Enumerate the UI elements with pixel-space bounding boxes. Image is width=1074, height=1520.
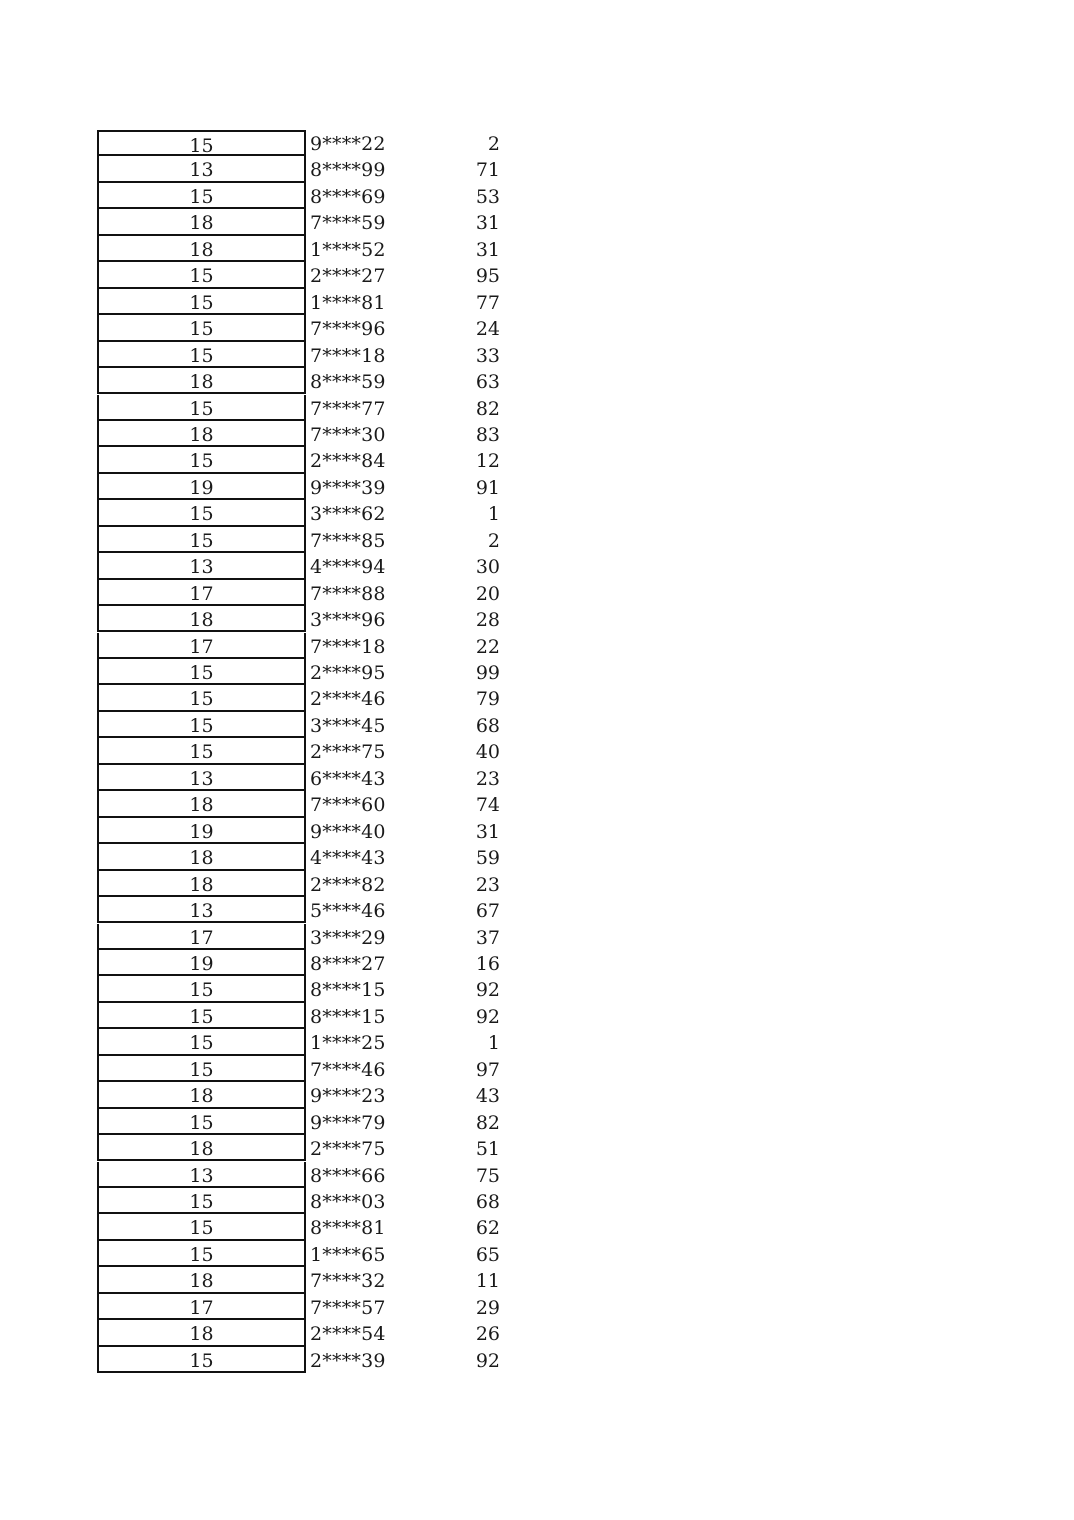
table-row: [97, 1188, 517, 1214]
table-row: [97, 924, 517, 950]
table-row: [97, 553, 517, 579]
cell-masked-id[interactable]: 8****27: [310, 952, 386, 975]
cell-value-a[interactable]: 18: [97, 236, 306, 262]
cell-value-a[interactable]: 18: [97, 791, 306, 817]
table-row: [97, 368, 517, 394]
cell-value-c[interactable]: 68: [475, 714, 500, 737]
table-row: [97, 1267, 517, 1293]
table-row: [97, 421, 517, 447]
cell-masked-id[interactable]: 7****46: [310, 1058, 386, 1081]
cell-value-a[interactable]: 18: [97, 871, 306, 897]
cell-masked-id[interactable]: 2****27: [310, 265, 386, 288]
cell-value-a[interactable]: 15: [97, 1188, 306, 1214]
cell-value-a[interactable]: 15: [97, 1056, 306, 1082]
cell-masked-id[interactable]: 8****81: [310, 1217, 386, 1240]
table-row: [97, 1003, 517, 1029]
cell-masked-id[interactable]: 2****54: [310, 1323, 386, 1346]
cell-masked-id[interactable]: 9****79: [310, 1111, 386, 1134]
cell-value-c[interactable]: 59: [475, 847, 500, 870]
cell-value-a[interactable]: 18: [97, 1135, 306, 1161]
cell-value-c[interactable]: 51: [475, 1138, 500, 1161]
cell-value-c[interactable]: 75: [475, 1164, 500, 1187]
cell-masked-id[interactable]: 9****39: [310, 476, 386, 499]
cell-value-c[interactable]: 2: [487, 133, 500, 155]
cell-value-a[interactable]: 15: [97, 527, 306, 553]
cell-value-c[interactable]: 67: [475, 900, 500, 923]
cell-value-a[interactable]: 15: [97, 130, 306, 156]
cell-masked-id[interactable]: 7****59: [310, 212, 386, 235]
cell-value-c[interactable]: 24: [475, 318, 500, 341]
table-row: [97, 633, 517, 659]
cell-masked-id[interactable]: 8****15: [310, 979, 386, 1002]
cell-masked-id[interactable]: 7****60: [310, 794, 386, 817]
cell-value-a[interactable]: 15: [97, 1347, 306, 1373]
cell-value-a[interactable]: 18: [97, 1320, 306, 1346]
table-row: [97, 897, 517, 923]
cell-value-a[interactable]: 18: [97, 368, 306, 394]
table-row: [97, 738, 517, 764]
cell-value-c[interactable]: 62: [475, 1217, 500, 1240]
cell-value-a[interactable]: 15: [97, 1241, 306, 1267]
table-row: [97, 1320, 517, 1346]
cell-value-c[interactable]: 12: [475, 450, 500, 473]
cell-masked-id[interactable]: 8****15: [310, 1005, 386, 1028]
cell-value-c[interactable]: 31: [475, 212, 500, 235]
cell-masked-id[interactable]: 6****43: [310, 767, 386, 790]
cell-value-c[interactable]: 71: [475, 159, 500, 182]
table-row: [97, 289, 517, 315]
table-row: [97, 130, 517, 156]
cell-value-a[interactable]: 15: [97, 183, 306, 209]
table-row: [97, 527, 517, 553]
cell-masked-id[interactable]: 8****99: [310, 159, 386, 182]
table-row: [97, 844, 517, 870]
table-row: [97, 950, 517, 976]
cell-value-c[interactable]: 16: [475, 952, 500, 975]
table-row: [97, 1135, 517, 1161]
cell-value-a[interactable]: 19: [97, 474, 306, 500]
cell-masked-id[interactable]: 3****29: [310, 926, 386, 949]
cell-value-c[interactable]: 23: [475, 873, 500, 896]
table-row: [97, 765, 517, 791]
cell-value-a[interactable]: 15: [97, 500, 306, 526]
table-row: [97, 156, 517, 182]
cell-value-a[interactable]: 15: [97, 1109, 306, 1135]
cell-masked-id[interactable]: 7****18: [310, 635, 386, 658]
cell-value-a[interactable]: 13: [97, 765, 306, 791]
cell-value-c[interactable]: 99: [475, 662, 500, 684]
cell-value-a[interactable]: 13: [97, 156, 306, 182]
table-row: [97, 209, 517, 235]
table-row: [97, 447, 517, 473]
table-row: [97, 395, 517, 421]
cell-value-c[interactable]: 91: [475, 476, 500, 499]
table-row: [97, 236, 517, 262]
cell-value-c[interactable]: 40: [475, 741, 500, 764]
table-row: [97, 500, 517, 526]
cell-value-c[interactable]: 2: [487, 529, 500, 552]
cell-value-a[interactable]: 18: [97, 1267, 306, 1293]
cell-value-c[interactable]: 22: [475, 635, 500, 658]
cell-masked-id[interactable]: 2****84: [310, 450, 386, 473]
cell-value-a[interactable]: 17: [97, 924, 306, 950]
cell-value-c[interactable]: 30: [475, 556, 500, 579]
cell-masked-id[interactable]: 8****66: [310, 1164, 386, 1187]
cell-masked-id[interactable]: 1****25: [310, 1032, 386, 1055]
cell-value-c[interactable]: 82: [475, 397, 500, 420]
cell-value-c[interactable]: 23: [475, 767, 500, 790]
cell-masked-id[interactable]: 7****57: [310, 1296, 386, 1319]
table-row: [97, 342, 517, 368]
cell-masked-id[interactable]: 9****40: [310, 820, 386, 843]
cell-masked-id[interactable]: 1****65: [310, 1243, 386, 1266]
cell-masked-id[interactable]: 1****81: [310, 291, 386, 314]
cell-masked-id[interactable]: 2****95: [310, 662, 386, 684]
cell-masked-id[interactable]: 9****23: [310, 1085, 386, 1108]
cell-masked-id[interactable]: 3****45: [310, 714, 386, 737]
cell-value-a[interactable]: 15: [97, 712, 306, 738]
cell-value-c[interactable]: 92: [475, 1349, 500, 1372]
cell-masked-id[interactable]: 7****77: [310, 397, 386, 420]
cell-masked-id[interactable]: 7****85: [310, 529, 386, 552]
cell-value-a[interactable]: 15: [97, 262, 306, 288]
cell-value-a[interactable]: 15: [97, 685, 306, 711]
table-row: [97, 659, 517, 685]
cell-value-c[interactable]: 43: [475, 1085, 500, 1108]
cell-masked-id[interactable]: 2****39: [310, 1349, 386, 1372]
cell-value-a[interactable]: 13: [97, 1162, 306, 1188]
cell-value-c[interactable]: 63: [475, 371, 500, 394]
cell-value-a[interactable]: 13: [97, 897, 306, 923]
table-row: [97, 1162, 517, 1188]
cell-masked-id[interactable]: 8****59: [310, 371, 386, 394]
cell-value-a[interactable]: 18: [97, 844, 306, 870]
cell-value-a[interactable]: 15: [97, 976, 306, 1002]
cell-value-c[interactable]: 1: [487, 1032, 500, 1055]
cell-value-c[interactable]: 1: [487, 503, 500, 526]
cell-value-c[interactable]: 26: [475, 1323, 500, 1346]
cell-value-a[interactable]: 15: [97, 395, 306, 421]
cell-value-a[interactable]: 19: [97, 950, 306, 976]
cell-masked-id[interactable]: 2****46: [310, 688, 386, 711]
cell-masked-id[interactable]: 7****88: [310, 582, 386, 605]
table-row: [97, 315, 517, 341]
cell-value-c[interactable]: 33: [475, 344, 500, 367]
cell-value-a[interactable]: 15: [97, 315, 306, 341]
cell-value-a[interactable]: 18: [97, 421, 306, 447]
cell-value-c[interactable]: 31: [475, 820, 500, 843]
cell-value-c[interactable]: 68: [475, 1191, 500, 1213]
cell-masked-id[interactable]: 7****30: [310, 423, 386, 446]
cell-masked-id[interactable]: 4****94: [310, 556, 386, 579]
cell-masked-id[interactable]: 7****32: [310, 1270, 386, 1293]
table-row: [97, 1214, 517, 1240]
cell-value-a[interactable]: 15: [97, 659, 306, 685]
table-row: [97, 1082, 517, 1108]
cell-masked-id[interactable]: 1****52: [310, 238, 386, 261]
cell-masked-id[interactable]: 8****69: [310, 185, 386, 208]
cell-masked-id[interactable]: 2****82: [310, 873, 386, 896]
table-row: [97, 818, 517, 844]
cell-value-a[interactable]: 18: [97, 606, 306, 632]
cell-masked-id[interactable]: 5****46: [310, 900, 386, 923]
cell-value-a[interactable]: 19: [97, 818, 306, 844]
table-row: [97, 1029, 517, 1055]
cell-value-c[interactable]: 37: [475, 926, 500, 949]
table-row: [97, 1056, 517, 1082]
table-row: [97, 1294, 517, 1320]
cell-masked-id[interactable]: 7****96: [310, 318, 386, 341]
cell-masked-id[interactable]: 9****22: [310, 133, 386, 155]
cell-value-a[interactable]: 13: [97, 553, 306, 579]
cell-value-c[interactable]: 65: [475, 1243, 500, 1266]
cell-value-a[interactable]: 15: [97, 1214, 306, 1240]
cell-value-a[interactable]: 18: [97, 1082, 306, 1108]
table-row: [97, 976, 517, 1002]
cell-value-c[interactable]: 74: [475, 794, 500, 817]
table-row: [97, 1109, 517, 1135]
cell-value-c[interactable]: 95: [475, 265, 500, 288]
cell-value-c[interactable]: 77: [475, 291, 500, 314]
cell-value-a[interactable]: 18: [97, 209, 306, 235]
cell-value-c[interactable]: 97: [475, 1058, 500, 1081]
table-row: [97, 183, 517, 209]
cell-value-a[interactable]: 15: [97, 1003, 306, 1029]
table-row: [97, 606, 517, 632]
cell-value-c[interactable]: 31: [475, 238, 500, 261]
table-row: [97, 712, 517, 738]
table-row: [97, 474, 517, 500]
cell-value-a[interactable]: 17: [97, 580, 306, 606]
cell-masked-id[interactable]: 2****75: [310, 741, 386, 764]
table-row: [97, 871, 517, 897]
cell-value-c[interactable]: 82: [475, 1111, 500, 1134]
cell-value-c[interactable]: 11: [475, 1270, 500, 1293]
cell-value-a[interactable]: 17: [97, 1294, 306, 1320]
table-row: [97, 685, 517, 711]
table-row: [97, 1241, 517, 1267]
table-row: [97, 262, 517, 288]
cell-value-a[interactable]: 15: [97, 1029, 306, 1055]
cell-value-c[interactable]: 83: [475, 423, 500, 446]
cell-value-a[interactable]: 15: [97, 342, 306, 368]
cell-value-c[interactable]: 20: [475, 582, 500, 605]
cell-masked-id[interactable]: 8****03: [310, 1191, 386, 1213]
cell-masked-id[interactable]: 3****62: [310, 503, 386, 526]
cell-value-c[interactable]: 29: [475, 1296, 500, 1319]
cell-value-a[interactable]: 15: [97, 447, 306, 473]
cell-masked-id[interactable]: 2****75: [310, 1138, 386, 1161]
cell-masked-id[interactable]: 7****18: [310, 344, 386, 367]
table-row: [97, 791, 517, 817]
cell-value-a[interactable]: 17: [97, 633, 306, 659]
cell-value-c[interactable]: 79: [475, 688, 500, 711]
cell-masked-id[interactable]: 4****43: [310, 847, 386, 870]
cell-value-c[interactable]: 92: [475, 979, 500, 1002]
cell-value-a[interactable]: 15: [97, 289, 306, 315]
cell-value-c[interactable]: 92: [475, 1005, 500, 1028]
table-row: [97, 1347, 517, 1373]
cell-masked-id[interactable]: 3****96: [310, 609, 386, 632]
table-row: [97, 580, 517, 606]
cell-value-a[interactable]: 15: [97, 738, 306, 764]
cell-value-c[interactable]: 53: [475, 185, 500, 208]
cell-value-c[interactable]: 28: [475, 609, 500, 632]
